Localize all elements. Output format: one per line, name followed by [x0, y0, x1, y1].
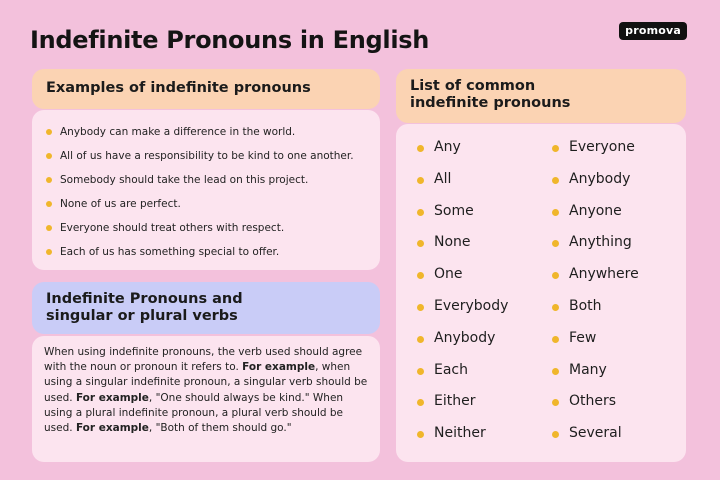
pronoun-item-text: Neither: [434, 425, 486, 442]
bullet-icon: [552, 272, 559, 279]
verbs-bold-1: For example: [242, 361, 316, 374]
pronoun-item: [551, 164, 639, 196]
pronoun-item: [416, 291, 508, 323]
pronoun-item: [416, 259, 508, 291]
pronoun-item-text: Anywhere: [569, 266, 639, 283]
bullet-icon: [417, 399, 424, 406]
pronoun-item-text: Everybody: [434, 297, 509, 314]
verbs-text-2: , when using a singular indefinite pronoun, a singular verb should be used.: [44, 361, 368, 404]
bullet-icon: [552, 336, 559, 343]
pronoun-item-text: One: [434, 266, 463, 283]
pronoun-item-text: Anybody: [569, 170, 631, 187]
pronoun-item: [551, 196, 639, 228]
example-item-text: Each of us has something special to offer.: [60, 246, 280, 258]
pronoun-item: [551, 259, 639, 291]
bullet-icon: [417, 431, 424, 438]
pronoun-item-text: Any: [434, 139, 461, 155]
pronoun-item: [416, 323, 508, 355]
pronoun-item-text: All: [434, 170, 452, 187]
example-item: [44, 216, 368, 240]
pronoun-item: [551, 291, 639, 323]
bullet-icon: [46, 225, 52, 231]
pronoun-list-card: [396, 124, 686, 462]
pronoun-item: [416, 132, 508, 164]
pronoun-item: [551, 132, 639, 164]
pronoun-item: [416, 386, 508, 418]
pronoun-item-text: Some: [434, 202, 474, 219]
bullet-icon: [417, 336, 424, 343]
pronoun-column-right: [551, 132, 639, 450]
bullet-icon: [552, 240, 559, 247]
verbs-heading-line2: singular or plural verbs: [46, 308, 238, 324]
pronoun-item-text: Everyone: [569, 139, 635, 155]
bullet-icon: [552, 304, 559, 311]
pronoun-item-text: Anything: [569, 234, 632, 251]
example-item-text: None of us are perfect.: [60, 198, 181, 210]
promova-logo: promova: [619, 22, 687, 40]
pronoun-item-text: Others: [569, 393, 617, 410]
pronoun-column-left: [416, 132, 508, 450]
pronoun-item-text: Anyone: [569, 202, 622, 219]
examples-card: [32, 110, 380, 270]
bullet-icon: [552, 145, 559, 152]
bullet-icon: [417, 209, 424, 216]
pronoun-item: [416, 355, 508, 387]
pronoun-item: [416, 196, 508, 228]
pronoun-item-text: Several: [569, 425, 622, 442]
pronoun-item: [416, 418, 508, 450]
verbs-text-4: , "Both of them should go.": [148, 422, 292, 435]
bullet-icon: [46, 177, 52, 183]
bullet-icon: [46, 129, 52, 135]
pronoun-item: [551, 355, 639, 387]
pronoun-item: [551, 227, 639, 259]
bullet-icon: [417, 368, 424, 375]
bullet-icon: [417, 145, 424, 152]
example-item: [44, 240, 368, 264]
examples-heading: Examples of indefinite pronouns: [32, 69, 380, 109]
bullet-icon: [417, 272, 424, 279]
example-item-text: All of us have a responsibility to be kind to one another.: [60, 150, 354, 162]
bullet-icon: [552, 368, 559, 375]
list-heading-line1: List of common: [410, 78, 536, 94]
pronoun-item-text: Many: [569, 361, 607, 378]
bullet-icon: [552, 431, 559, 438]
example-item: [44, 168, 368, 192]
example-item: [44, 144, 368, 168]
examples-list: [44, 120, 368, 264]
verbs-explanation: [32, 336, 380, 462]
bullet-icon: [46, 201, 52, 207]
pronoun-item-text: Each: [434, 361, 468, 378]
pronoun-item-text: None: [434, 234, 471, 251]
verbs-text-1: When using indefinite pronouns, the verb used should agree with the noun or pronoun it refers to.: [44, 346, 363, 374]
pronoun-item-text: Anybody: [434, 329, 496, 346]
bullet-icon: [46, 249, 52, 255]
verbs-bold-2: For example: [75, 391, 149, 404]
list-heading: [396, 69, 686, 123]
list-heading-line2: indefinite pronouns: [410, 95, 571, 111]
example-item-text: Anybody can make a difference in the world.: [60, 126, 296, 138]
pronoun-item-text: Both: [569, 297, 602, 314]
bullet-icon: [417, 177, 424, 184]
verbs-heading: [32, 282, 380, 334]
bullet-icon: [46, 153, 52, 159]
page-title: Indefinite Pronouns in English: [30, 26, 430, 54]
pronoun-item: [551, 418, 639, 450]
example-item-text: Somebody should take the lead on this project.: [60, 174, 309, 186]
pronoun-item-text: Either: [434, 393, 476, 410]
bullet-icon: [552, 177, 559, 184]
verbs-bold-3: For example: [75, 422, 149, 435]
bullet-icon: [417, 240, 424, 247]
pronoun-item: [551, 323, 639, 355]
example-item: [44, 120, 368, 144]
example-item: [44, 192, 368, 216]
verbs-text-3: , "One should always be kind." When using a plural indefinite pronoun, a plural verb should be used.: [44, 391, 344, 435]
pronoun-item: [416, 164, 508, 196]
bullet-icon: [552, 209, 559, 216]
pronoun-item: [551, 386, 639, 418]
pronoun-item-text: Few: [569, 329, 597, 346]
bullet-icon: [417, 304, 424, 311]
pronoun-item: [416, 227, 508, 259]
example-item-text: Everyone should treat others with respect.: [60, 222, 285, 234]
bullet-icon: [552, 399, 559, 406]
verbs-heading-line1: Indefinite Pronouns and: [46, 291, 243, 307]
